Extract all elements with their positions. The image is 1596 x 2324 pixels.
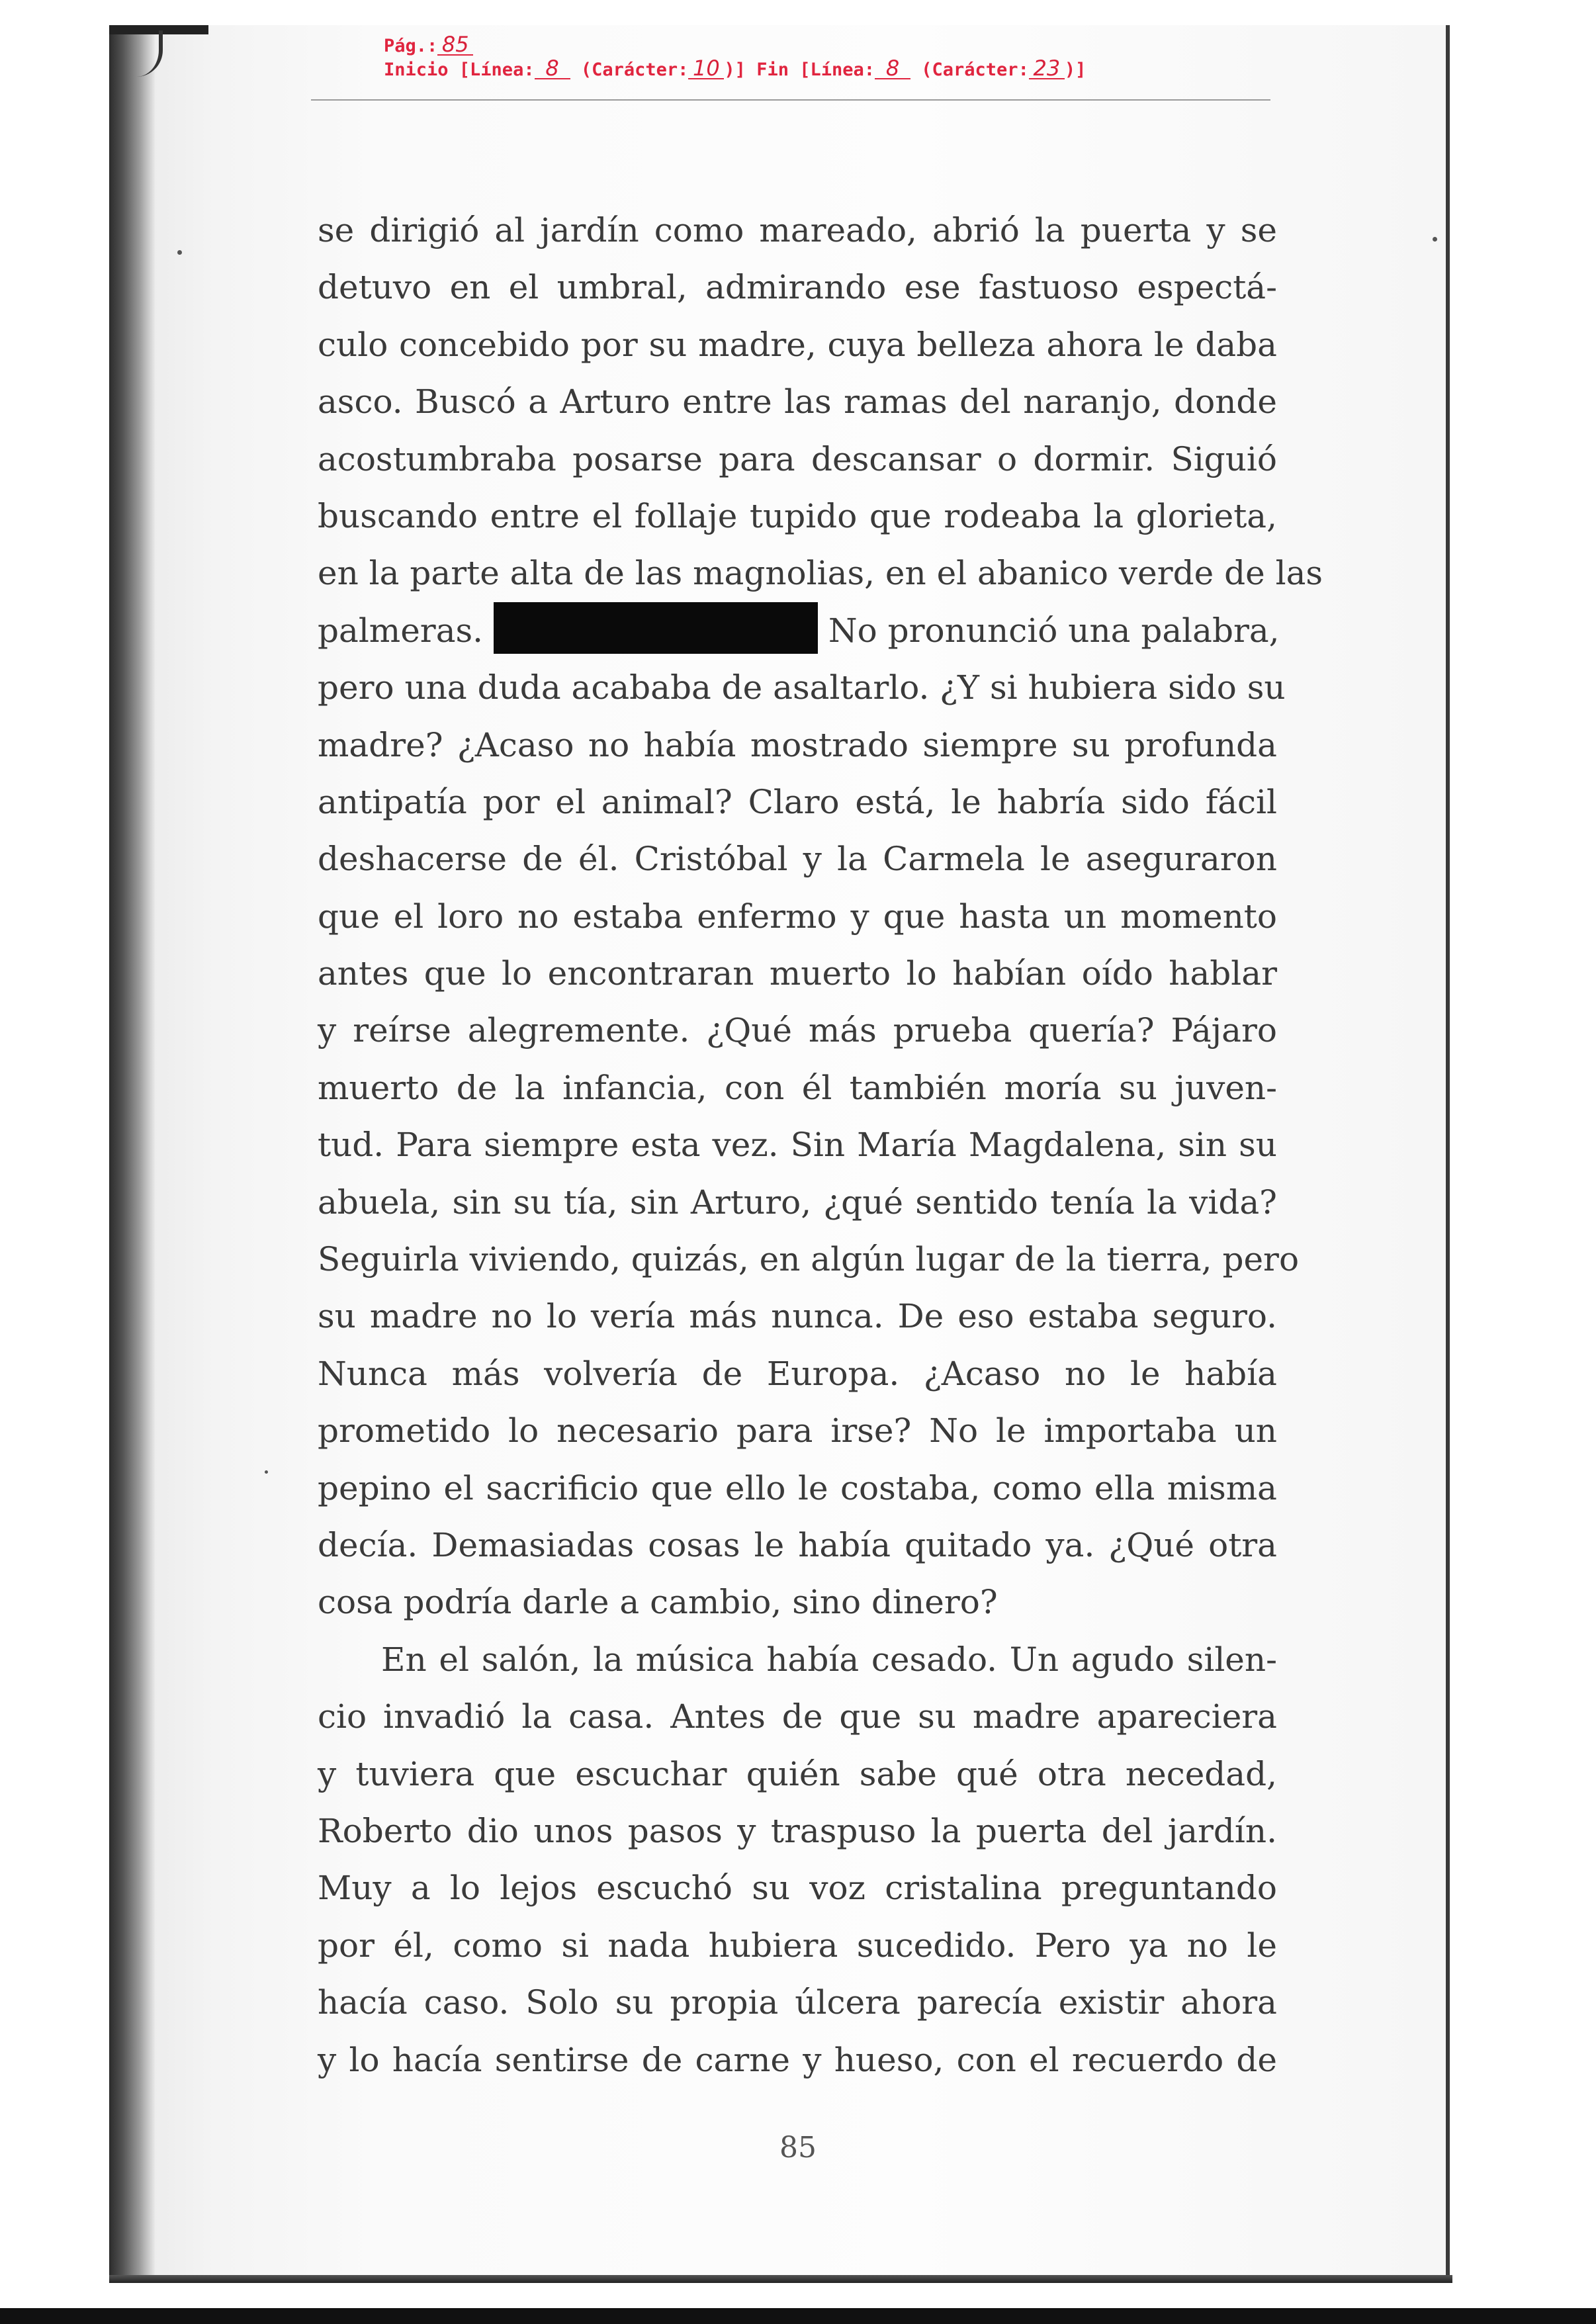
text-after-redaction: No pronunció una palabra, [828, 611, 1280, 650]
stamp-page-label: Pág.: [384, 36, 438, 56]
scan-speck [265, 1470, 268, 1474]
page-number: 85 [779, 2131, 817, 2165]
paragraph-start-line: En el salón, la música había cesado. Un agudo silen- [381, 1640, 1277, 1679]
text-line: que el loro no estaba enfermo y que hasta un momento [318, 897, 1277, 936]
stamp-end-char-value: 23 [1029, 58, 1065, 79]
stamp-end-line-value: 8 [875, 58, 910, 79]
text-line: madre? ¿Acaso no había mostrado siempre su profunda [318, 725, 1277, 764]
stamp-char-label-2: (Carácter: [921, 60, 1029, 80]
stamp-char-label-1: (Carácter: [580, 60, 689, 80]
body-text [318, 202, 1323, 2088]
text-line: se dirigió al jardín como mareado, abrió la puerta y se [318, 211, 1277, 249]
stamp-end-label: Fin [Línea: [756, 60, 875, 80]
text-line: tud. Para siempre esta vez. Sin María Magdalena, sin su [318, 1126, 1277, 1165]
stamp-start-line-value: 8 [535, 58, 570, 79]
scanner-bottom-band [0, 2308, 1596, 2324]
text-line: y reírse alegremente. ¿Qué más prueba quería? Pájaro [318, 1011, 1277, 1050]
text-line: Roberto dio unos pasos y traspuso la puerta del jardín. [318, 1811, 1277, 1850]
text-line: y tuviera que escuchar quién sabe qué otra necedad, [318, 1754, 1277, 1793]
text-line: asco. Buscó a Arturo entre las ramas del naranjo, donde [318, 382, 1277, 422]
text-line: pero una duda acababa de asaltarlo. ¿Y si hubiera sido su [318, 668, 1286, 707]
paragraph-end-line: cosa podría darle a cambio, sino dinero? [318, 1583, 998, 1622]
text-line: decía. Demasiadas cosas le había quitado ya. ¿Qué otra [318, 1525, 1277, 1564]
reference-stamp [384, 34, 1086, 82]
text-line: y lo hacía sentirse de carne y hueso, con el recuerdo de [318, 2040, 1277, 2079]
text-line: Seguirla viviendo, quizás, en algún lugar de la tierra, pero [318, 1240, 1300, 1279]
text-line: deshacerse de él. Cristóbal y la Carmela le aseguraron [318, 840, 1277, 879]
text-line: Nunca más volvería de Europa. ¿Acaso no le había [318, 1354, 1277, 1393]
stamp-range-row [384, 58, 1086, 82]
stamp-close-1: )] [724, 60, 746, 80]
redacted-text-line [318, 602, 1280, 659]
text-line: su madre no lo vería más nunca. De eso estaba seguro. [318, 1297, 1277, 1336]
stamp-start-char-value: 10 [688, 58, 724, 79]
stamp-start-label: Inicio [Línea: [384, 60, 535, 80]
text-line: cio invadió la casa. Antes de que su madre apareciera [318, 1697, 1277, 1736]
book-spine-shadow [109, 25, 155, 2282]
text-line: acostumbraba posarse para descansar o dormir. Siguió [318, 439, 1277, 478]
stamp-page-row [384, 34, 1086, 58]
text-line: en la parte alta de las magnolias, en el abanico verde de las [318, 554, 1323, 593]
text-line: abuela, sin su tía, sin Arturo, ¿qué sentido tenía la vida? [318, 1183, 1277, 1222]
redaction-bar [494, 602, 818, 654]
page-bottom-edge [109, 2275, 1452, 2283]
page-right-edge [1446, 25, 1450, 2282]
scan-speck [177, 250, 182, 255]
text-line: antipatía por el animal? Claro está, le habría sido fácil [318, 782, 1277, 821]
text-line: Muy a lo lejos escuchó su voz cristalina preguntando [318, 1869, 1277, 1908]
text-line: pepino el sacrificio que ello le costaba, como ella misma [318, 1468, 1277, 1507]
stamp-close-2: )] [1064, 60, 1086, 80]
text-line: por él, como si nada hubiera sucedido. Pero ya no le [318, 1926, 1277, 1965]
text-line: hacía caso. Solo su propia úlcera parecía existir ahora [318, 1983, 1277, 2022]
text-line: detuvo en el umbral, admirando ese fastuoso espectá- [318, 268, 1277, 307]
text-before-redaction: palmeras. [318, 611, 484, 650]
text-line: culo concebido por su madre, cuya belleza ahora le daba [318, 325, 1277, 364]
text-line: prometido lo necesario para irse? No le importaba un [318, 1411, 1277, 1451]
stamp-page-value: 85 [437, 34, 473, 56]
text-line: buscando entre el follaje tupido que rodeaba la glorieta, [318, 496, 1277, 535]
stamp-divider [311, 99, 1270, 101]
text-line: muerto de la infancia, con él también moría su juven- [318, 1068, 1277, 1107]
text-line: antes que lo encontraran muerto lo habían oído hablar [318, 954, 1277, 993]
scan-speck [1433, 237, 1437, 242]
